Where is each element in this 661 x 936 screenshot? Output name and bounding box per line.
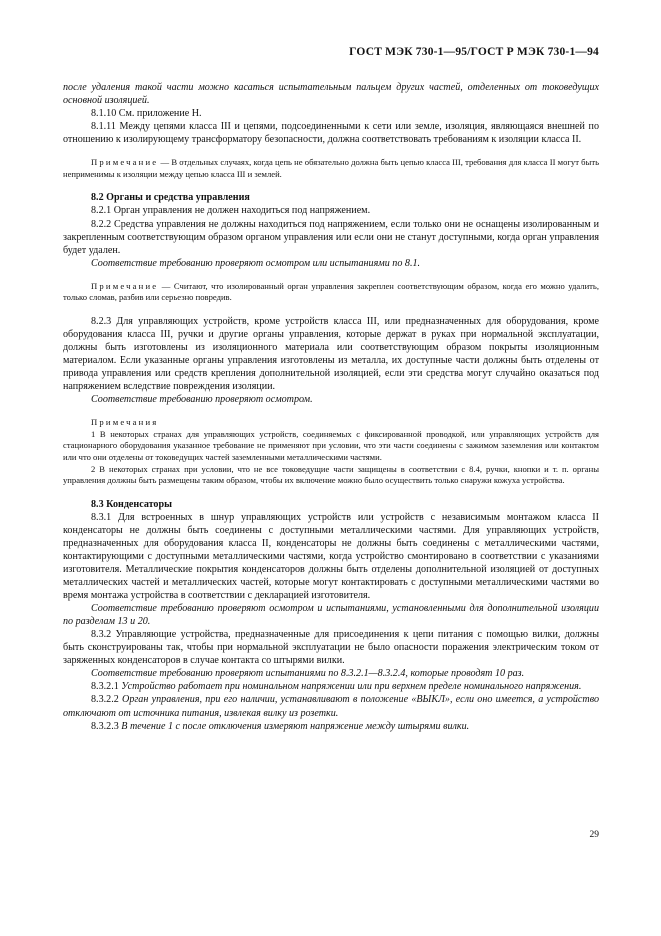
paragraph-8-3-1: 8.3.1 Для встроенных в шнур управляющих устройств или устройств с независимым монтажом класса II конденсаторы не должны быть соединены с доступными металлическими частями. Для управляющих устройств, предназначенных для оборудования класса II, конденсаторы не должны быть соединены с металлическими частями, контактирующими с доступными металлическими частями, когда устройство смонтировано в соответствии с указаниями изготовителя. Металлические покрытия конденсаторов должны быть отделены дополнительной изоляцией от доступных металлических частей и металлических частей, которые могут контактировать с доступными металлическими частями во время монтажа устройства в соответствии с декларацией изготовителя. <box>63 511 599 602</box>
note-8-1-11 <box>63 157 599 180</box>
paragraph-8-2-3: 8.2.3 Для управляющих устройств, кроме устройств класса III, или предназначенных для оборудования, кроме оборудования класса III, ручки и другие органы управления, которые держат в руках при нормальной эксплуатации, должны быть изготовлены из изоляционного материала или соответствующим образом покрыты изоляционным материалом. Если указанные органы управления изготовлены из металла, их доступные части должны быть отделены от привода управления или средств крепления дополнительной изоляцией, если эти средства могут случайно оказаться под напряжением вследствие повреждения изоляции. <box>63 315 599 393</box>
paragraph-8-2-2: 8.2.2 Средства управления не должны находиться под напряжением, если только они не оснащены изолированным и закрепленным соответствующим образом органом управления или если они не станут доступными, когда орган управления будет удален. <box>63 218 599 256</box>
section-heading-8-2: 8.2 Органы и средства управления <box>91 192 250 204</box>
note-label: Примечание <box>91 157 159 168</box>
clause-text: В течение 1 с после отключения измеряют напряжение между штырями вилки. <box>121 720 470 732</box>
compliance-check-8-2-2: Соответствие требованию проверяют осмотром или испытаниями по 8.1. <box>91 257 421 269</box>
note-text: — В отдельных случаях, когда цепь не обязательно должна быть цепью класса III, требования для класса II могут быть неприменимы к изоляции между цепью класса III и землей. <box>63 157 599 179</box>
note-8-2-2 <box>63 281 599 304</box>
clause-number: 8.3.2.2 <box>91 694 123 706</box>
document-header: ГОСТ МЭК 730-1—95/ГОСТ Р МЭК 730-1—94 <box>349 46 599 58</box>
paragraph-8-1-11: 8.1.11 Между цепями класса III и цепями, подсоединенными к сети или земле, изоляция, являющаяся внешней по отношению к изолирующему трансформатору безопасности, должна соответствовать требованиям к изоляции класса II. <box>63 121 599 146</box>
note-text: — Считают, что изолированный орган управления закреплен соответствующим образом, когда его можно удалить, только сломав, разбив или серьезно повредив. <box>63 280 599 303</box>
clause-text: Орган управления, при его наличии, устанавливают в положение «ВЫКЛ», если оно имеется, а устройство отключают от источника питания, извлекая вилку из розетки. <box>63 694 600 719</box>
compliance-check-8-3-1: Соответствие требованию проверяют осмотром и испытаниями, установленными для дополнительной изоляции по разделам 13 и 20. <box>63 603 599 628</box>
document-page <box>63 46 599 733</box>
section-heading-8-3: 8.3 Конденсаторы <box>91 498 172 510</box>
note-label: Примечание <box>91 280 159 291</box>
paragraph-8-3-2-2 <box>63 693 599 719</box>
paragraph-8-3-2: 8.3.2 Управляющие устройства, предназначенные для присоединения к цепи питания с помощью вилки, должны быть сконструированы так, чтобы при нормальной эксплуатации не было опасности поражения электрическим током от заряженных конденсаторов в случае контакта со штырями вилки. <box>63 629 599 667</box>
clause-text: Устройство работает при номинальном напряжении или при верхнем пределе номинального напряжения. <box>121 681 582 693</box>
note-item-1: 1 В некоторых странах для управляющих устройств, соединяемых с фиксированной проводкой, или управляющих устройств для стационарного оборудования указанное требование не применяют при условии, что эти части соединены с зажимом заземления или контактом или что они отделены от токоведущих частей заземленными металлическими частями. <box>63 428 599 462</box>
compliance-check-8-2-3: Соответствие требованию проверяют осмотром. <box>91 394 313 406</box>
paragraph-8-1-10: 8.1.10 См. приложение Н. <box>91 108 202 120</box>
clause-number: 8.3.2.1 <box>91 681 122 693</box>
compliance-check-8-3-2: Соответствие требованию проверяют испытаниями по 8.3.2.1—8.3.2.4, которые проводят 10 раз. <box>91 668 525 680</box>
paragraph-8-2-1: 8.2.1 Орган управления не должен находиться под напряжением. <box>91 205 371 217</box>
paragraph-8-3-2-3 <box>63 720 599 733</box>
notes-label: Примечания <box>91 417 159 428</box>
paragraph-8-3-2-1 <box>63 680 599 693</box>
clause-number: 8.3.2.3 <box>91 720 122 732</box>
note-item-2: 2 В некоторых странах при условии, что не все токоведущие части защищены в соответствии с 8.4, ручки, кнопки и т. п. органы управления должны быть размещены таким образом, чтобы их включение можно было осуществить только снаружи кожуха устройства. <box>63 463 599 486</box>
paragraph-continuation: после удаления такой части можно касаться испытательным пальцем других частей, отделенных от токоведущих основной изоляцией. <box>63 82 599 107</box>
page-number: 29 <box>589 830 599 840</box>
